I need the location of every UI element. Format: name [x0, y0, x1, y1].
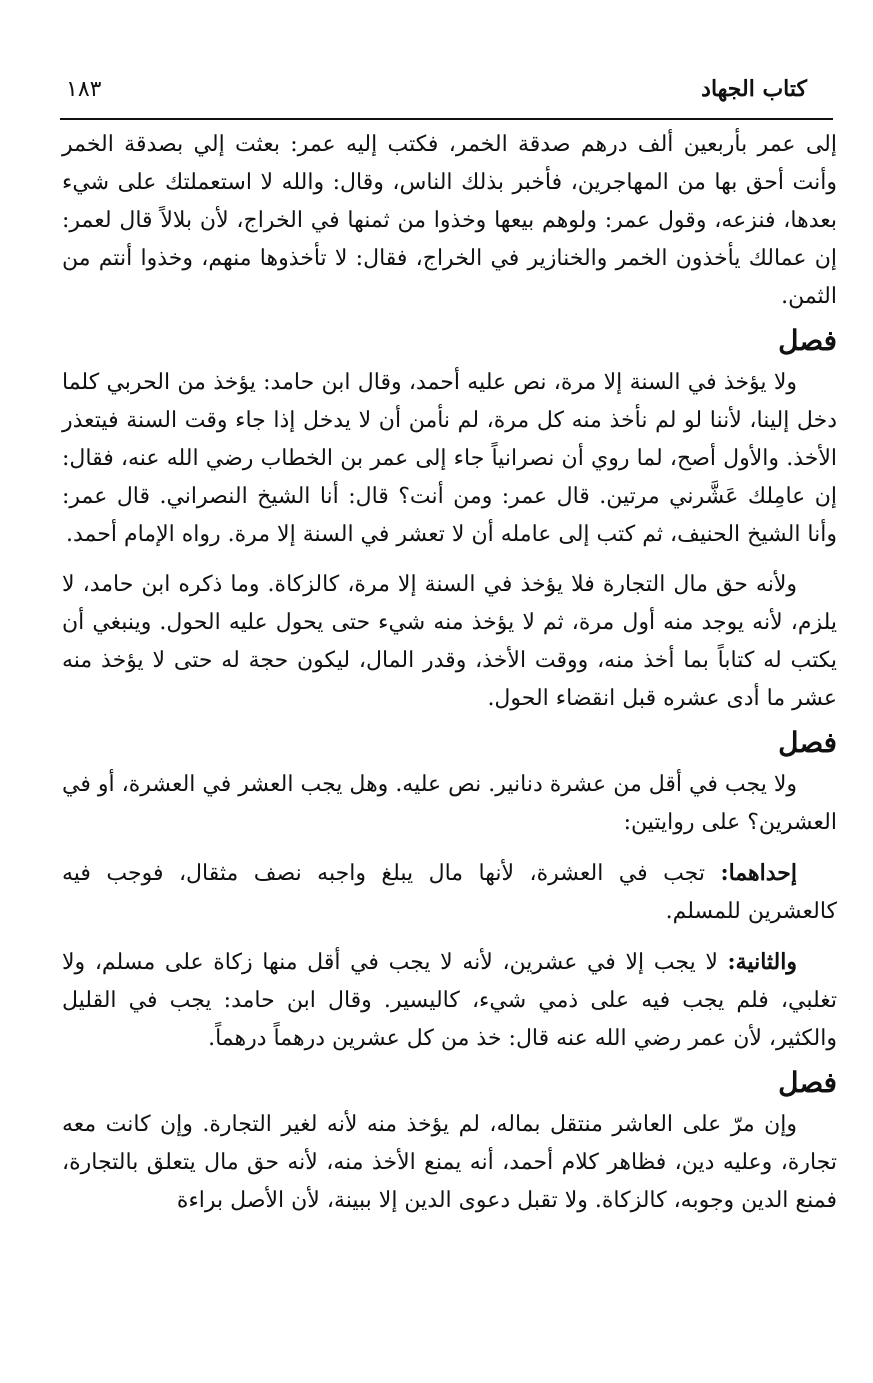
paragraph-5-text: تجب في العشرة، لأنها مال يبلغ واجبه نصف مثقال، فوجب فيه كالعشرين للمسلم.: [62, 861, 837, 924]
page-header: [66, 70, 807, 108]
paragraph-6-text: لا يجب إلا في عشرين، لأنه لا يجب في أقل منها زكاة على مسلم، ولا تغلبي، فلم يجب فيه على ذمي شيء، كاليسير. وقال ابن حامد: يجب في القليل والكثير، لأن عمر رضي الله عنه قال: خذ من كل عشرين درهماً درهماً.: [62, 950, 837, 1051]
paragraph-6-lead: والثانية:: [727, 949, 797, 975]
paragraph-6: [62, 943, 837, 1058]
section-heading-2: فصل: [778, 726, 837, 759]
paragraph-5: [62, 854, 837, 931]
paragraph-4: ولا يجب في أقل من عشرة دنانير. نص عليه. وهل يجب العشر في العشرة، أو في العشرين؟ على روايتين:: [62, 772, 837, 835]
paragraph-2: ولا يؤخذ في السنة إلا مرة، نص عليه أحمد، وقال ابن حامد: يؤخذ من الحربي كلما دخل إلينا، لأننا لو لم نأخذ منه كل مرة، لم نأمن أن لا يدخل إذا جاء وقت السنة فيتعذر الأخذ. والأول أصح، لما روي أن نصرانياً جاء إلى عمر بن الخطاب رضي الله عنه، فقال: إن عامِلك عَشَّرني مرتين. قال عمر: ومن أنت؟ قال: أنا الشيخ النصراني. قال عمر: وأنا الشيخ الحنيف، ثم كتب إلى عامله أن لا تعشر في السنة إلا مرة. رواه الإمام أحمد.: [62, 370, 837, 547]
paragraph-5-lead: إحداهما:: [720, 860, 797, 886]
paragraph-3: ولأنه حق مال التجارة فلا يؤخذ في السنة إلا مرة، كالزكاة. وما ذكره ابن حامد، لا يلزم، لأنه يوجد منه أول مرة، ثم لا يؤخذ منه شيء حتى يحول عليه الحول. وينبغي أن يكتب له كتاباً بما أخذ منه، ووقت الأخذ، وقدر المال، ليكون حجة له حتى لا يؤخذ منه عشر ما أدى عشره قبل انقضاء الحول.: [62, 572, 837, 711]
paragraph-7: وإن مرّ على العاشر منتقل بماله، لم يؤخذ منه لأنه لغير التجارة. وإن كانت معه تجارة، وعليه دين، فظاهر كلام أحمد، أنه يمنع الأخذ منه، لأنه حق مال يتعلق بالتجارة، فمنع الدين وجوبه، كالزكاة. ولا تقبل دعوى الدين إلا ببينة، لأن الأصل براءة: [62, 1112, 837, 1213]
page-body: [62, 126, 837, 1220]
page-number: ١٨٣: [66, 76, 102, 102]
running-title: كتاب الجهاد: [701, 76, 807, 102]
header-rule: [60, 118, 833, 120]
section-heading-3: فصل: [778, 1066, 837, 1099]
section-heading-1: فصل: [778, 324, 837, 357]
paragraph-1: إلى عمر بأربعين ألف درهم صدقة الخمر، فكتب إليه عمر: بعثت إلي بصدقة الخمر وأنت أحق بها من المهاجرين، فأخبر بذلك الناس، وقال: والله لا استعملتك على شيء بعدها، فنزعه، وقول عمر: ولوهم بيعها وخذوا من ثمنها في الخراج، لأن بلالاً قال لعمر: إن عمالك يأخذون الخمر والخنازير في الخراج، فقال: لا تأخذوها منهم، وخذوا أنتم من الثمن.: [62, 132, 837, 309]
